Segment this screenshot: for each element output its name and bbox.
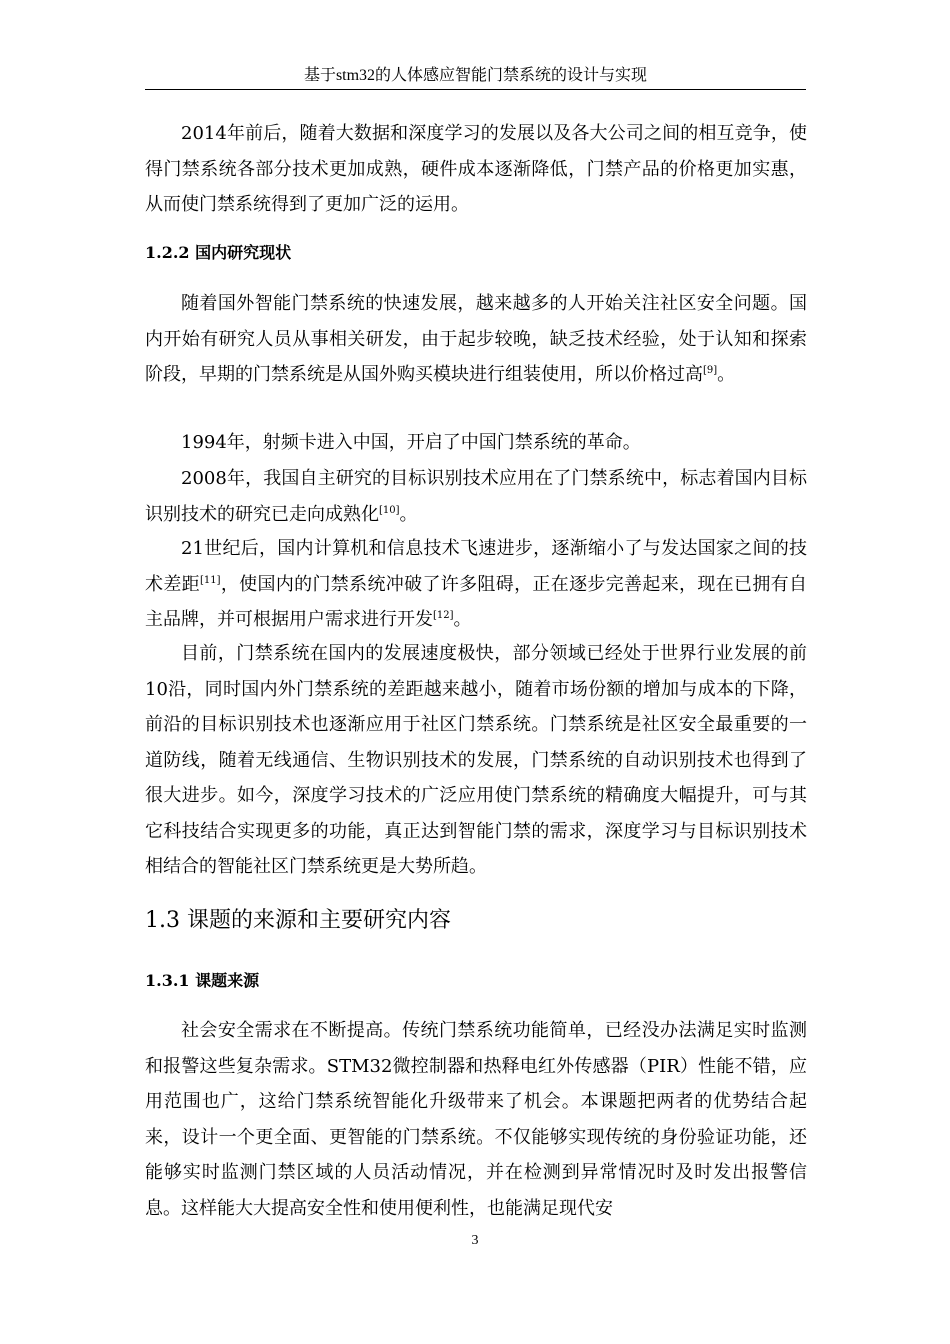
heading-1-2-2: 1.2.2 国内研究现状 (145, 243, 292, 262)
paragraph-2 (145, 286, 807, 393)
paragraph-7: 社会安全需求在不断提高。传统门禁系统功能简单，已经没办法满足实时监测和报警这些复杂需求。STM32微控制器和热释电红外传感器（PIR）性能不错，应用范围也广，这给门禁系统智能化升级带来了机会。本课题把两者的优势结合起来，设计一个更全面、更智能的门禁系统。不仅能够实现传统的身份验证功能，还能够实时监测门禁区域的人员活动情况，并在检测到异常情况时及时发出报警信息。这样能大大提高安全性和使用便利性，也能满足现代安 (145, 1020, 807, 1219)
paragraph-2-end: 。 (717, 364, 736, 385)
heading-1-3: 1.3 课题的来源和主要研究内容 (145, 908, 451, 933)
paragraph-1: 2014年前后，随着大数据和深度学习的发展以及各大公司之间的相互竞争，使得门禁系统各部分技术更加成熟，硬件成本逐渐降低，门禁产品的价格更加实惠，从而使门禁系统得到了更加广泛的运用。 (145, 123, 807, 215)
paragraph-4-text: 2008年，我国自主研究的目标识别技术应用在了门禁系统中，标志着国内目标识别技术的研究已走向成熟化 (145, 468, 807, 525)
paragraph-5-text-2: ，使国内的门禁系统冲破了许多阻碍，正在逐步完善起来，现在已拥有自主品牌，并可根据用户需求进行开发 (145, 573, 807, 630)
paragraph-5 (145, 531, 807, 638)
citation-11: [11] (199, 574, 221, 586)
header-rule (145, 89, 806, 90)
paragraph-2-text: 随着国外智能门禁系统的快速发展，越来越多的人开始关注社区安全问题。国内开始有研究人员从事相关研发，由于起步较晚，缺乏技术经验，处于认知和探索阶段，早期的门禁系统是从国外购买模块进行组装使用，所以价格过高 (145, 293, 807, 385)
page-number: 3 (471, 1233, 479, 1248)
paragraph-6: 目前，门禁系统在国内的发展速度极快，部分领域已经处于世界行业发展的前10沿，同时国内外门禁系统的差距越来越小，随着市场份额的增加与成本的下降，前沿的目标识别技术也逐渐应用于社区门禁系统。门禁系统是社区安全最重要的一道防线，随着无线通信、生物识别技术的发展，门禁系统的自动识别技术也得到了很大进步。如今，深度学习技术的广泛应用使门禁系统的精确度大幅提升，可与其它科技结合实现更多的功能，真正达到智能门禁的需求，深度学习与目标识别技术相结合的智能社区门禁系统更是大势所趋。 (145, 643, 807, 877)
paragraph-5-text-1: 21世纪后，国内计算机和信息技术飞速进步，逐渐缩小了与发达国家之间的技术差距 (145, 538, 807, 595)
paragraph-4-end: 。 (399, 503, 418, 525)
paragraph-4 (145, 461, 807, 532)
heading-1-3-1: 1.3.1 课题来源 (145, 971, 260, 990)
paragraph-5-end: 。 (453, 609, 472, 630)
citation-9: [9] (703, 365, 718, 376)
paragraph-3: 1994年，射频卡进入中国，开启了中国门禁系统的革命。 (181, 432, 641, 453)
citation-10: [10] (379, 504, 400, 516)
citation-12: [12] (433, 610, 454, 621)
running-header: 基于stm32的人体感应智能门禁系统的设计与实现 (303, 67, 648, 84)
